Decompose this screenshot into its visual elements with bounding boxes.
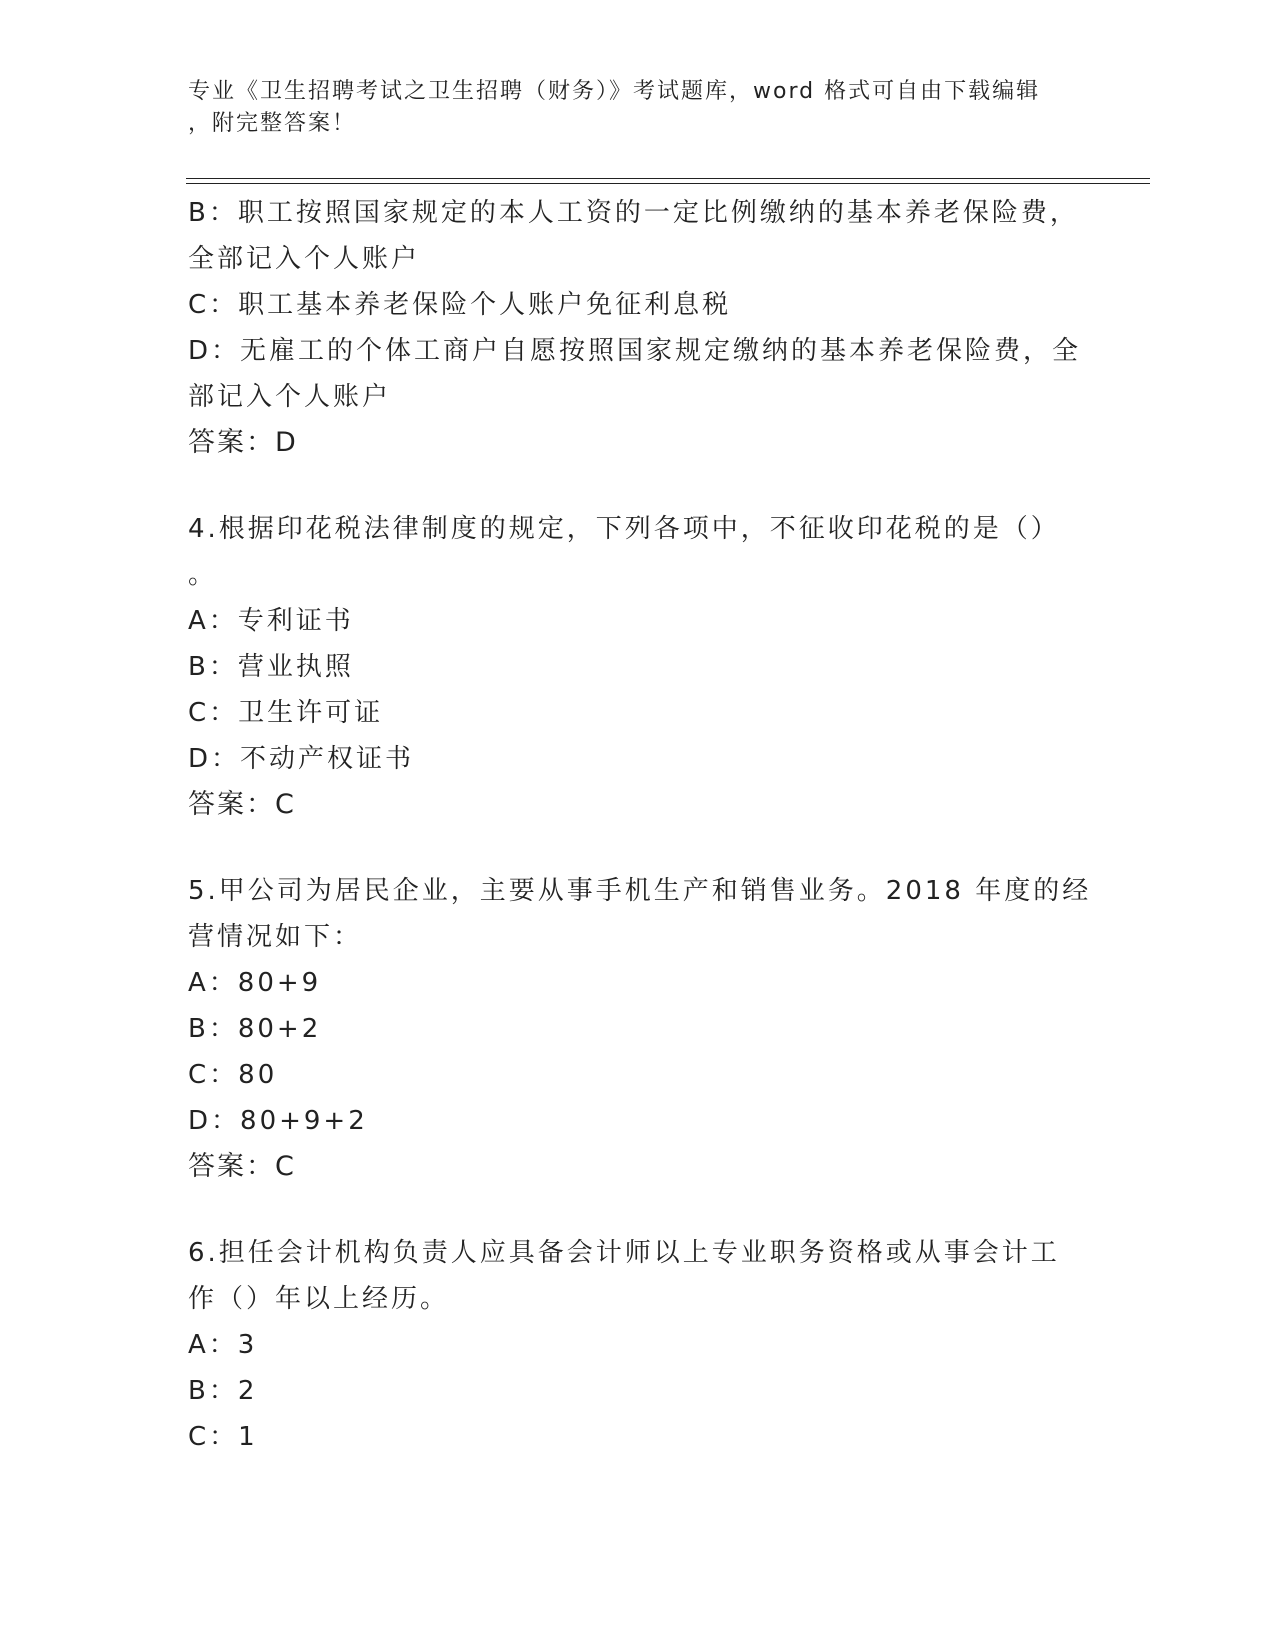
- q6-option-b: B：2: [188, 1376, 258, 1406]
- q6-option-a: A：3: [188, 1330, 258, 1360]
- q3-option-c: C：职工基本养老保险个人账户免征利息税: [188, 290, 732, 320]
- q5-stem-line-2: 营情况如下：: [188, 922, 363, 952]
- q4-stem-line-1: 4.根据印花税法律制度的规定，下列各项中，不征收印花税的是（）: [188, 514, 1060, 544]
- question-6: [188, 1230, 1088, 1460]
- q3-answer: 答案：D: [188, 427, 298, 458]
- header-title-line-2: ，附完整答案！: [188, 111, 357, 136]
- q6-stem-line-1: 6.担任会计机构负责人应具备会计师以上专业职务资格或从事会计工: [188, 1238, 1060, 1268]
- question-content: [188, 190, 1092, 1460]
- q5-option-d: D：80+9+2: [188, 1106, 368, 1136]
- q4-stem-line-2: 。: [188, 560, 218, 590]
- q4-option-c: C：卫生许可证: [188, 698, 384, 728]
- q6-option-c: C：1: [188, 1422, 258, 1452]
- q3-option-b-line-2: 全部记入个人账户: [188, 244, 421, 274]
- question-5: [188, 868, 1092, 1190]
- q3-option-b-line-1: B：职工按照国家规定的本人工资的一定比例缴纳的基本养老保险费，: [188, 198, 1079, 228]
- q5-answer: 答案：C: [188, 1151, 296, 1182]
- q4-answer: 答案：C: [188, 789, 296, 820]
- q5-stem-line-1: 5.甲公司为居民企业，主要从事手机生产和销售业务。2018 年度的经: [188, 876, 1092, 906]
- q4-option-d: D：不动产权证书: [188, 744, 415, 774]
- document-header: [188, 76, 1088, 140]
- spacer: [188, 828, 1088, 868]
- spacer: [188, 466, 1088, 506]
- q3-option-d-line-1: D：无雇工的个体工商户自愿按照国家规定缴纳的基本养老保险费，全: [188, 336, 1082, 366]
- question-4: [188, 506, 1088, 828]
- q4-option-b: B：营业执照: [188, 652, 354, 682]
- header-divider-top: [186, 178, 1150, 179]
- header-title-line-1: 专业《卫生招聘考试之卫生招聘（财务）》考试题库，word 格式可自由下载编辑: [188, 79, 1041, 104]
- q5-option-a: A：80+9: [188, 968, 322, 998]
- q5-option-b: B：80+2: [188, 1014, 322, 1044]
- header-divider-bottom: [186, 183, 1150, 184]
- q6-stem-line-2: 作（）年以上经历。: [188, 1284, 450, 1314]
- question-3-tail: [188, 190, 1088, 466]
- q3-option-d-line-2: 部记入个人账户: [188, 382, 392, 412]
- q4-option-a: A：专利证书: [188, 606, 354, 636]
- q5-option-c: C：80: [188, 1060, 278, 1090]
- spacer: [188, 1190, 1088, 1230]
